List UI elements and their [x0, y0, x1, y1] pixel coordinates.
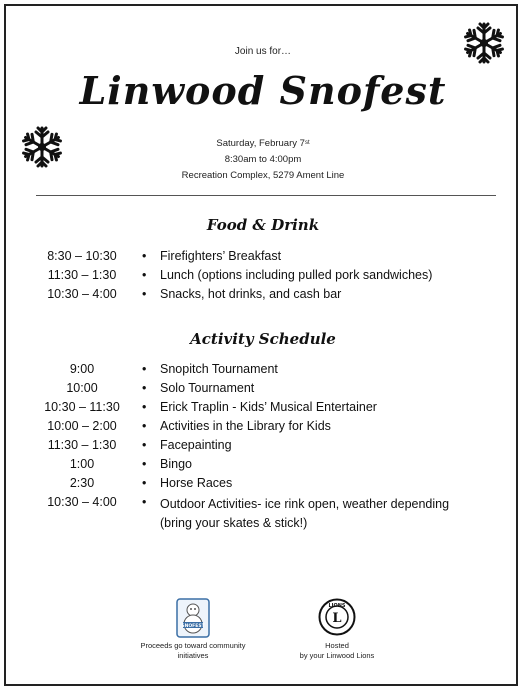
event-title: Linwood Snofest — [79, 68, 447, 113]
event-date: Saturday, February 7st — [216, 138, 310, 149]
intro-text: Join us for… — [234, 46, 292, 57]
item-desc: Erick Traplin - Kids’ Musical Entertainer — [160, 400, 377, 414]
activity-list — [0, 362, 526, 533]
item-time: 10:30 – 4:00 — [47, 287, 117, 301]
item-time: 10:00 — [66, 381, 98, 395]
item-time: 10:30 – 4:00 — [47, 495, 117, 509]
list-item — [0, 476, 526, 495]
food-heading: Food & Drink — [206, 216, 320, 234]
list-item — [0, 400, 526, 419]
event-details — [0, 136, 526, 184]
item-time: 11:30 – 1:30 — [47, 438, 117, 452]
item-time: 1:00 — [69, 457, 95, 471]
bullet: • — [142, 249, 147, 263]
bullet: • — [142, 476, 147, 490]
item-time: 10:00 – 2:00 — [47, 419, 117, 433]
list-item — [0, 438, 526, 457]
list-item — [0, 287, 526, 306]
bullet: • — [142, 400, 147, 414]
event-location: Recreation Complex, 5279 Ament Line — [181, 170, 345, 181]
list-item — [0, 268, 526, 287]
item-desc: Solo Tournament — [160, 381, 255, 395]
proceeds-caption — [130, 641, 256, 661]
bullet: • — [142, 362, 147, 376]
snowflake-icon — [462, 20, 506, 66]
item-time: 11:30 – 1:30 — [47, 268, 117, 282]
lions-logo-text: LIONS — [328, 603, 346, 609]
item-desc: Horse Races — [160, 476, 233, 490]
list-item — [0, 249, 526, 268]
snofest-logo-text: SNOFEST — [181, 624, 205, 629]
divider — [36, 195, 496, 196]
item-desc: Facepainting — [160, 438, 232, 452]
item-time: 8:30 – 10:30 — [47, 249, 117, 263]
bullet: • — [142, 419, 147, 433]
event-time: 8:30am to 4:00pm — [224, 154, 302, 165]
lions-club-logo — [318, 598, 356, 636]
list-item — [0, 362, 526, 381]
caption-line: initiatives — [177, 651, 209, 660]
bullet: • — [142, 287, 147, 301]
item-desc: Snacks, hot drinks, and cash bar — [160, 287, 342, 301]
bullet: • — [142, 438, 147, 452]
item-desc: Bingo — [160, 457, 192, 471]
food-list — [0, 249, 526, 306]
caption-line: by your Linwood Lions — [299, 651, 375, 660]
bullet: • — [142, 268, 147, 282]
item-desc: Activities in the Library for Kids — [160, 419, 331, 433]
caption-line: Hosted — [325, 641, 349, 650]
activity-heading: Activity Schedule — [190, 330, 336, 348]
list-item — [0, 457, 526, 476]
item-time: 2:30 — [69, 476, 95, 490]
item-desc: Firefighters’ Breakfast — [160, 249, 282, 263]
snofest-logo — [176, 598, 210, 638]
list-item — [0, 381, 526, 400]
item-desc: Snopitch Tournament — [160, 362, 278, 376]
svg-text:L: L — [332, 611, 342, 626]
list-item — [0, 419, 526, 438]
caption-line: Proceeds go toward community — [140, 641, 246, 650]
bullet: • — [142, 495, 147, 509]
hosted-caption — [282, 641, 392, 661]
bullet: • — [142, 457, 147, 471]
bullet: • — [142, 381, 147, 395]
item-desc: Outdoor Activities- ice rink open, weather depending (bring your skates & stick!) — [160, 497, 450, 530]
list-item — [0, 495, 526, 533]
item-time: 9:00 — [69, 362, 95, 376]
item-desc: Lunch (options including pulled pork sandwiches) — [160, 268, 433, 282]
item-time: 10:30 – 11:30 — [44, 400, 120, 414]
